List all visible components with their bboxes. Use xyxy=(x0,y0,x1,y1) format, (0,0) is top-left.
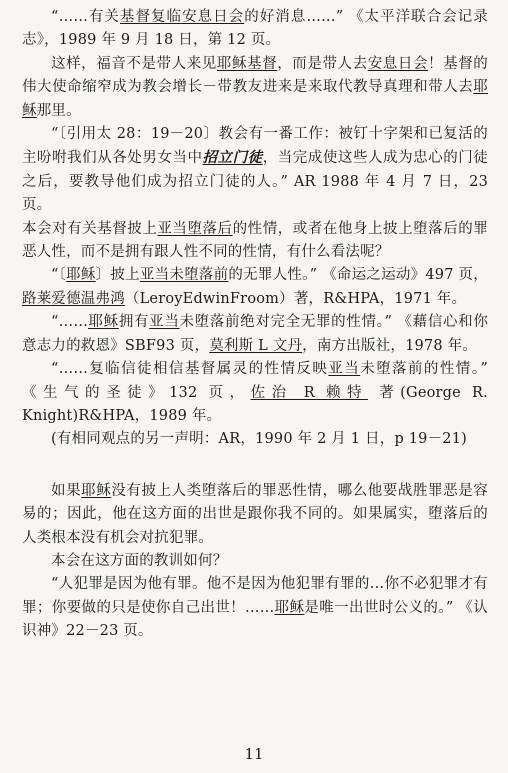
underlined-term: 耶稣 xyxy=(66,267,96,284)
quote-froom xyxy=(22,264,488,311)
underlined-term: 亚当未堕落前 xyxy=(139,267,229,284)
text: 没有披上人类堕落后的罪恶性情，哪么他要战胜罪恶是容易的；因此，他在这方面的出世是跟你我不同的。如果属实，堕落后的人类根本没有机会对抗犯罪。 xyxy=(22,482,489,546)
underlined-term: 路莱爱德温弗鸿 xyxy=(22,290,125,307)
underlined-term: 佐治 R 赖特 xyxy=(250,384,369,401)
text: 这样，福音不是带人来见 xyxy=(51,55,217,72)
text: ，南方出版社，1978 年。 xyxy=(302,337,477,354)
underlined-term: 基督复临安息日会 xyxy=(119,9,245,25)
page-number: 11 xyxy=(244,745,264,763)
text: “〔引用太 28：19－20〕教会有一番工作：被钉十字架和已复活的主吩咐我们从各处男女当中 xyxy=(22,126,488,167)
text: “人犯罪是因为他有罪。他不是因为他犯罪有罪的…你不必犯罪才有罪；你要做的只是使你自己出世！…… xyxy=(22,576,488,616)
text: ！基督的伟大使命缩窄成为教会增长－带教友进来是来取代教导真理和带人去 xyxy=(22,55,488,96)
underlined-term: 耶稣 xyxy=(22,79,488,119)
quote-knowing-god xyxy=(22,573,488,643)
text: 未堕落前的性情。” 《生气的圣徒》132 页， xyxy=(22,361,488,401)
blank-space xyxy=(22,452,488,480)
note-another-statement xyxy=(22,428,488,451)
underlined-term: 耶稣基督 xyxy=(216,55,278,72)
text: 未堕落前绝对完全无罪的性情。” 《藉信心和你意志力的救恩》SBF93 页， xyxy=(22,314,489,354)
question-nature-of-christ xyxy=(22,218,488,265)
underlined-term: 安息日会 xyxy=(367,55,429,72)
question-teaching xyxy=(22,550,488,573)
quote-knight xyxy=(22,358,488,428)
paragraph-gospel xyxy=(22,53,488,123)
text: 的无罪人性。” 《命运之运动》497 页， xyxy=(228,267,488,284)
quote-make-disciples xyxy=(22,123,488,218)
text: “……复临信徒相信基督属灵的性情反映 xyxy=(51,361,329,378)
quote-good-news xyxy=(22,6,488,53)
text: （LeroyEdwinFroom）著，R&HPA，1971 年。 xyxy=(124,290,467,307)
text: 如果 xyxy=(51,482,82,499)
underlined-term: 亚当堕落后 xyxy=(157,220,233,237)
text: 著(George R. Knight)R&HPA，1989 年。 xyxy=(22,384,488,424)
underlined-term: 亚当 xyxy=(328,361,361,378)
underlined-term: 耶稣 xyxy=(81,482,112,499)
underlined-term: 耶稣 xyxy=(274,599,305,616)
document-page xyxy=(22,6,488,764)
text: 拥有 xyxy=(118,314,150,331)
text: 那里。 xyxy=(36,102,81,119)
underlined-term: 耶稣 xyxy=(88,314,119,331)
text: 本会在这方面的教训如何？ xyxy=(51,552,228,569)
text: 的好消息……” 《太平洋联合会记录志》，1989 年 9 月 18 日，第 12 页。 xyxy=(22,9,488,49)
paragraph-if-jesus xyxy=(22,480,488,550)
quote-venden xyxy=(22,311,488,358)
text: (有相同观点的另一声明：AR，1990 年 2 月 1 日，p 19－21) xyxy=(51,431,467,448)
text: “〔 xyxy=(51,267,67,284)
text: ，而是带人去 xyxy=(277,55,368,72)
text: 是唯一出世时公义的。” 《认识神》22－23 页。 xyxy=(22,599,488,640)
underlined-term: 莫利斯 L 文丹 xyxy=(209,337,303,354)
text: “……有关 xyxy=(51,9,120,25)
emphasized-term: 招立门徒 xyxy=(202,149,263,167)
text: “…… xyxy=(51,314,89,331)
underlined-term: 亚当 xyxy=(149,314,180,331)
text: 本会对有关基督披上 xyxy=(22,220,158,237)
text: 的性情，或者在他身上披上堕落后的罪恶人性，而不是拥有跟人性不同的性情，有什么看法呢？ xyxy=(22,220,488,261)
text: ，当完成使这些人成为忠心的门徒之后，要教导他们成为招立门徒的人。” AR 1988 年 4 月 7 日，23 页。 xyxy=(22,150,488,214)
text: 〕披上 xyxy=(95,267,140,284)
